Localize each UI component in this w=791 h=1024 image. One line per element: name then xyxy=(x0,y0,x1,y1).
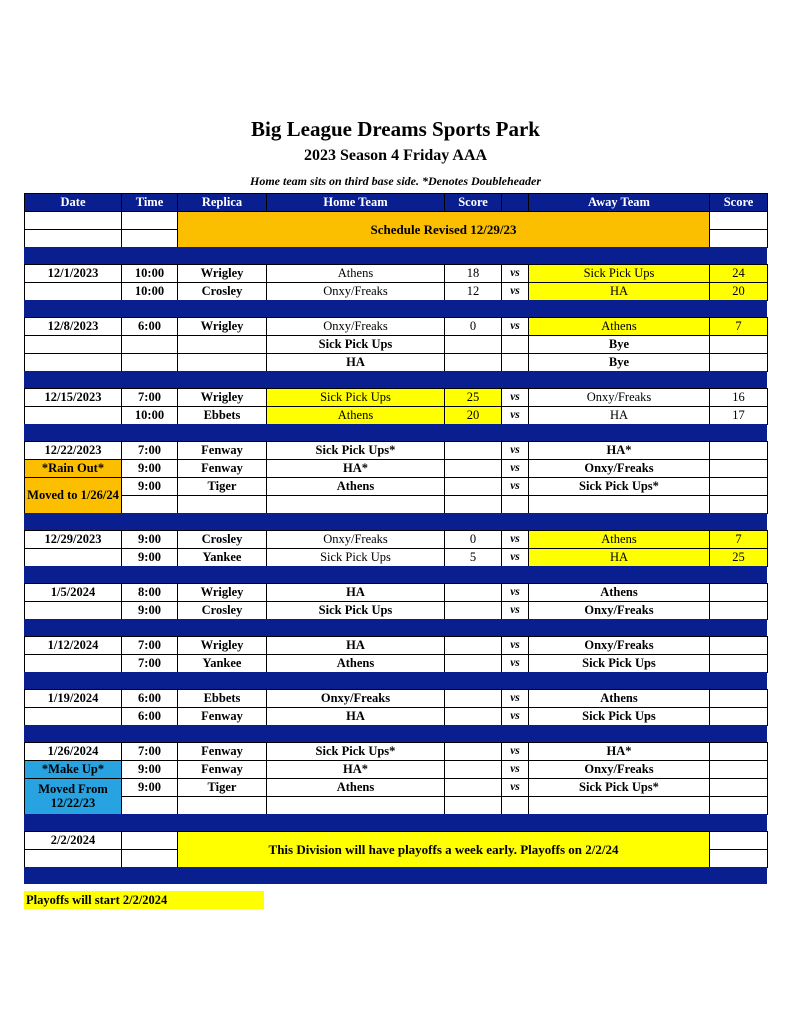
away-cell: Onxy/Freaks xyxy=(528,636,710,655)
away-score-cell xyxy=(709,689,768,708)
away-cell: Onxy/Freaks xyxy=(528,388,710,407)
date-cell: 1/26/2024 xyxy=(24,742,122,761)
replica-cell: Tiger xyxy=(177,477,267,496)
replica-cell: Ebbets xyxy=(177,689,267,708)
home-score-cell xyxy=(444,654,502,673)
away-score-cell xyxy=(709,441,768,460)
vs-cell: vs xyxy=(501,459,529,478)
replica-cell: Crosley xyxy=(177,601,267,620)
vs-cell: vs xyxy=(501,282,529,301)
away-cell: Onxy/Freaks xyxy=(528,760,710,779)
date-cell: 12/8/2023 xyxy=(24,317,122,336)
time-cell: 10:00 xyxy=(121,264,178,283)
away-cell: Onxy/Freaks xyxy=(528,601,710,620)
time-cell: 10:00 xyxy=(121,282,178,301)
replica-cell: Wrigley xyxy=(177,583,267,602)
home-score-cell xyxy=(444,796,502,815)
date-cell xyxy=(24,335,122,354)
home-score-cell xyxy=(444,760,502,779)
home-score-cell: 25 xyxy=(444,388,502,407)
replica-cell: Wrigley xyxy=(177,636,267,655)
time-cell: 9:00 xyxy=(121,760,178,779)
replica-cell: Fenway xyxy=(177,459,267,478)
away-cell xyxy=(528,796,710,815)
home-cell: Athens xyxy=(266,778,445,797)
home-cell xyxy=(266,495,445,514)
away-score-cell xyxy=(709,335,768,354)
away-cell: Athens xyxy=(528,689,710,708)
home-score-cell xyxy=(444,583,502,602)
vs-cell: vs xyxy=(501,264,529,283)
away-score-cell xyxy=(709,796,768,815)
week-separator-band xyxy=(24,371,767,388)
date-cell: Moved to 1/26/24 xyxy=(24,477,122,514)
replica-cell: Fenway xyxy=(177,742,267,761)
home-score-cell: 12 xyxy=(444,282,502,301)
time-cell xyxy=(121,335,178,354)
vs-cell xyxy=(501,353,529,372)
time-cell xyxy=(121,796,178,815)
home-cell: Sick Pick Ups xyxy=(266,388,445,407)
home-score-cell xyxy=(444,441,502,460)
away-cell: Bye xyxy=(528,353,710,372)
column-header-replica: Replica xyxy=(177,193,267,212)
week-separator-band xyxy=(24,424,767,441)
away-score-cell xyxy=(709,459,768,478)
column-header-vs xyxy=(501,193,529,212)
time-cell: 9:00 xyxy=(121,477,178,496)
home-cell: Onxy/Freaks xyxy=(266,282,445,301)
date-cell xyxy=(24,282,122,301)
date-cell xyxy=(24,548,122,567)
playoffs-note: Playoffs will start 2/2/2024 xyxy=(24,891,264,909)
away-cell: HA* xyxy=(528,742,710,761)
vs-cell: vs xyxy=(501,654,529,673)
away-cell: HA xyxy=(528,548,710,567)
vs-cell xyxy=(501,495,529,514)
date-cell: 12/29/2023 xyxy=(24,530,122,549)
home-score-cell xyxy=(444,495,502,514)
vs-cell: vs xyxy=(501,707,529,726)
vs-cell: vs xyxy=(501,760,529,779)
date-cell: Moved From 12/22/23 xyxy=(24,778,122,815)
time-cell xyxy=(121,495,178,514)
replica-cell: Wrigley xyxy=(177,264,267,283)
schedule-note: Home team sits on third base side. *Denotes Doubleheader xyxy=(250,174,541,188)
home-score-cell xyxy=(444,335,502,354)
playoffs-early-banner: This Division will have playoffs a week early. Playoffs on 2/2/24 xyxy=(177,831,710,868)
time-cell: 6:00 xyxy=(121,317,178,336)
blank-cell xyxy=(121,849,178,868)
date-cell: 1/19/2024 xyxy=(24,689,122,708)
home-cell: Sick Pick Ups xyxy=(266,601,445,620)
away-cell: Onxy/Freaks xyxy=(528,459,710,478)
date-cell xyxy=(24,654,122,673)
home-score-cell xyxy=(444,477,502,496)
away-cell: Athens xyxy=(528,530,710,549)
replica-cell: Fenway xyxy=(177,707,267,726)
page-subtitle: 2023 Season 4 Friday AAA xyxy=(303,147,488,164)
away-score-cell: 24 xyxy=(709,264,768,283)
home-score-cell xyxy=(444,778,502,797)
blank-cell xyxy=(121,211,178,230)
replica-cell: Crosley xyxy=(177,530,267,549)
away-score-cell xyxy=(709,707,768,726)
vs-cell: vs xyxy=(501,778,529,797)
home-score-cell xyxy=(444,707,502,726)
home-cell: Sick Pick Ups xyxy=(266,548,445,567)
date-cell xyxy=(24,406,122,425)
date-cell xyxy=(24,601,122,620)
vs-cell: vs xyxy=(501,406,529,425)
home-cell: Onxy/Freaks xyxy=(266,689,445,708)
date-cell: 1/12/2024 xyxy=(24,636,122,655)
away-score-cell: 20 xyxy=(709,282,768,301)
week-separator-band xyxy=(24,566,767,583)
away-score-cell xyxy=(709,742,768,761)
time-cell xyxy=(121,353,178,372)
away-cell: Athens xyxy=(528,317,710,336)
replica-cell: Yankee xyxy=(177,654,267,673)
away-cell: Sick Pick Ups* xyxy=(528,477,710,496)
home-cell: Athens xyxy=(266,264,445,283)
date-cell: *Rain Out* xyxy=(24,459,122,478)
week-separator-band xyxy=(24,814,767,831)
column-header-time: Time xyxy=(121,193,178,212)
away-cell: Bye xyxy=(528,335,710,354)
time-cell: 7:00 xyxy=(121,742,178,761)
replica-cell xyxy=(177,796,267,815)
vs-cell: vs xyxy=(501,689,529,708)
date-cell: 1/5/2024 xyxy=(24,583,122,602)
away-score-cell xyxy=(709,495,768,514)
date-cell: 2/2/2024 xyxy=(24,831,122,850)
column-header-home-score: Score xyxy=(444,193,502,212)
blank-cell xyxy=(709,849,768,868)
home-score-cell: 0 xyxy=(444,317,502,336)
time-cell: 9:00 xyxy=(121,530,178,549)
away-score-cell: 17 xyxy=(709,406,768,425)
time-cell: 7:00 xyxy=(121,636,178,655)
vs-cell: vs xyxy=(501,742,529,761)
home-score-cell xyxy=(444,742,502,761)
home-cell: HA* xyxy=(266,760,445,779)
home-score-cell xyxy=(444,459,502,478)
schedule-table xyxy=(24,193,767,889)
home-cell: HA xyxy=(266,707,445,726)
away-cell: Sick Pick Ups* xyxy=(528,778,710,797)
page-title: Big League Dreams Sports Park xyxy=(251,117,540,141)
home-cell: HA* xyxy=(266,459,445,478)
replica-cell: Ebbets xyxy=(177,406,267,425)
away-score-cell: 7 xyxy=(709,317,768,336)
vs-cell: vs xyxy=(501,441,529,460)
home-score-cell: 0 xyxy=(444,530,502,549)
time-cell: 7:00 xyxy=(121,441,178,460)
home-cell: HA xyxy=(266,583,445,602)
away-cell: HA xyxy=(528,406,710,425)
replica-cell xyxy=(177,495,267,514)
replica-cell: Crosley xyxy=(177,282,267,301)
blank-cell xyxy=(24,229,122,248)
away-score-cell xyxy=(709,353,768,372)
time-cell: 6:00 xyxy=(121,707,178,726)
replica-cell xyxy=(177,335,267,354)
home-cell: Athens xyxy=(266,406,445,425)
time-cell: 9:00 xyxy=(121,778,178,797)
away-score-cell xyxy=(709,477,768,496)
date-cell: 12/15/2023 xyxy=(24,388,122,407)
home-cell: Onxy/Freaks xyxy=(266,530,445,549)
date-cell: 12/1/2023 xyxy=(24,264,122,283)
home-score-cell: 18 xyxy=(444,264,502,283)
time-cell: 8:00 xyxy=(121,583,178,602)
column-header-away-score: Score xyxy=(709,193,768,212)
away-cell xyxy=(528,495,710,514)
away-score-cell: 7 xyxy=(709,530,768,549)
replica-cell: Wrigley xyxy=(177,317,267,336)
home-score-cell xyxy=(444,353,502,372)
week-separator-band xyxy=(24,725,767,742)
away-cell: Sick Pick Ups xyxy=(528,707,710,726)
away-score-cell xyxy=(709,601,768,620)
blank-cell xyxy=(121,831,178,850)
home-score-cell: 5 xyxy=(444,548,502,567)
blank-cell xyxy=(24,849,122,868)
vs-cell xyxy=(501,335,529,354)
time-cell: 9:00 xyxy=(121,548,178,567)
home-score-cell xyxy=(444,601,502,620)
vs-cell: vs xyxy=(501,317,529,336)
blank-cell xyxy=(709,229,768,248)
away-cell: HA xyxy=(528,282,710,301)
away-cell: Sick Pick Ups xyxy=(528,264,710,283)
vs-cell: vs xyxy=(501,530,529,549)
replica-cell: Wrigley xyxy=(177,388,267,407)
home-cell: HA xyxy=(266,353,445,372)
away-cell: Sick Pick Ups xyxy=(528,654,710,673)
home-score-cell xyxy=(444,689,502,708)
replica-cell: Fenway xyxy=(177,760,267,779)
home-cell: Onxy/Freaks xyxy=(266,317,445,336)
blank-cell xyxy=(709,211,768,230)
column-header-away: Away Team xyxy=(528,193,710,212)
home-cell: Sick Pick Ups xyxy=(266,335,445,354)
away-score-cell xyxy=(709,583,768,602)
time-cell: 9:00 xyxy=(121,601,178,620)
vs-cell: vs xyxy=(501,601,529,620)
week-separator-band xyxy=(24,300,767,317)
home-cell: Sick Pick Ups* xyxy=(266,742,445,761)
home-cell: Athens xyxy=(266,477,445,496)
away-score-cell xyxy=(709,760,768,779)
replica-cell xyxy=(177,353,267,372)
away-score-cell xyxy=(709,636,768,655)
blank-cell xyxy=(709,831,768,850)
vs-cell: vs xyxy=(501,636,529,655)
week-separator-band xyxy=(24,867,767,884)
replica-cell: Tiger xyxy=(177,778,267,797)
replica-cell: Fenway xyxy=(177,441,267,460)
column-header-date: Date xyxy=(24,193,122,212)
away-score-cell: 25 xyxy=(709,548,768,567)
time-cell: 10:00 xyxy=(121,406,178,425)
replica-cell: Yankee xyxy=(177,548,267,567)
away-cell: Athens xyxy=(528,583,710,602)
week-separator-band xyxy=(24,672,767,689)
date-cell xyxy=(24,707,122,726)
home-cell: HA xyxy=(266,636,445,655)
time-cell: 7:00 xyxy=(121,388,178,407)
time-cell: 7:00 xyxy=(121,654,178,673)
vs-cell xyxy=(501,796,529,815)
away-score-cell xyxy=(709,654,768,673)
away-cell: HA* xyxy=(528,441,710,460)
vs-cell: vs xyxy=(501,388,529,407)
away-score-cell: 16 xyxy=(709,388,768,407)
column-header-home: Home Team xyxy=(266,193,445,212)
week-separator-band xyxy=(24,513,767,530)
vs-cell: vs xyxy=(501,477,529,496)
date-cell: 12/22/2023 xyxy=(24,441,122,460)
home-score-cell: 20 xyxy=(444,406,502,425)
blank-cell xyxy=(121,229,178,248)
time-cell: 6:00 xyxy=(121,689,178,708)
date-cell: *Make Up* xyxy=(24,760,122,779)
home-cell: Sick Pick Ups* xyxy=(266,441,445,460)
date-cell xyxy=(24,353,122,372)
schedule-revised-banner: Schedule Revised 12/29/23 xyxy=(177,211,710,248)
away-score-cell xyxy=(709,778,768,797)
home-cell xyxy=(266,796,445,815)
vs-cell: vs xyxy=(501,548,529,567)
time-cell: 9:00 xyxy=(121,459,178,478)
week-separator-band xyxy=(24,247,767,264)
home-score-cell xyxy=(444,636,502,655)
home-cell: Athens xyxy=(266,654,445,673)
blank-cell xyxy=(24,211,122,230)
vs-cell: vs xyxy=(501,583,529,602)
week-separator-band xyxy=(24,619,767,636)
